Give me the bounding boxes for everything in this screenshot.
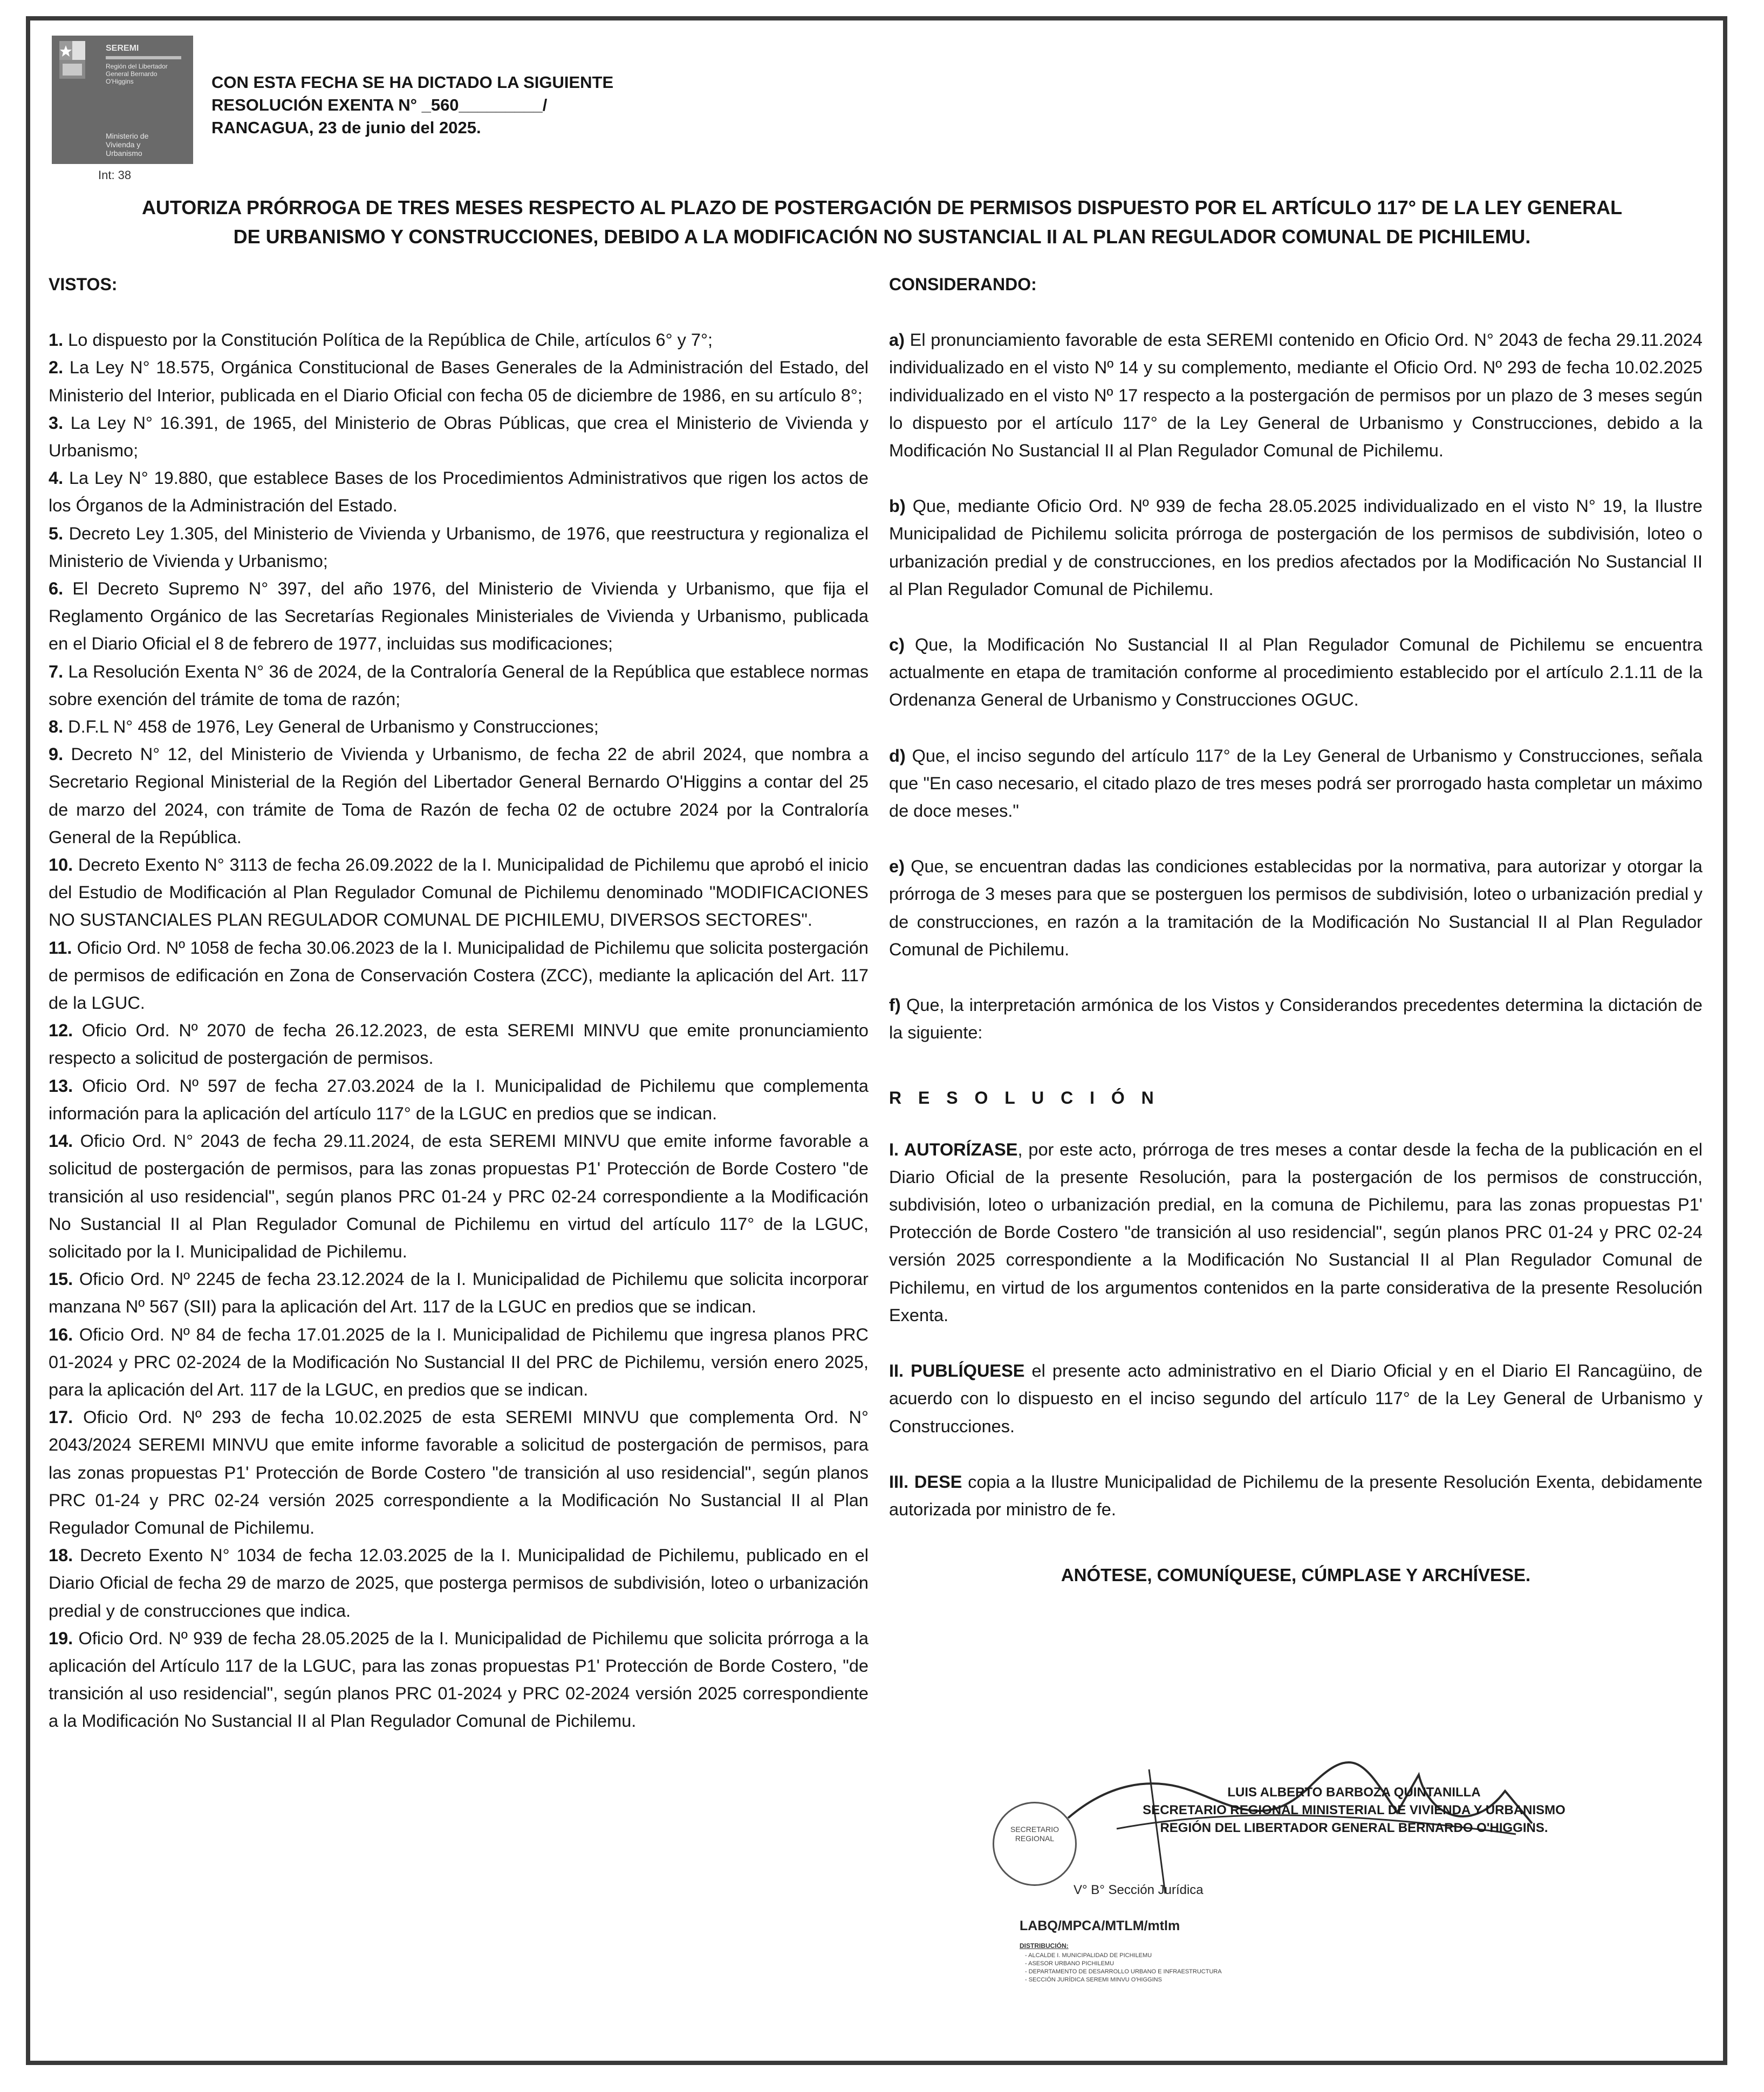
logo-ministry: Ministerio de Vivienda y Urbanismo [106,132,149,158]
visto-item [49,851,869,934]
header-line-2: RESOLUCIÓN EXENTA N° _560_________/ [211,95,548,114]
resolucion-list [889,1136,1703,1523]
visto-item [49,1072,869,1127]
visto-item [49,1266,869,1321]
header-line-3: RANCAGUA, 23 de junio del 2025. [211,118,481,137]
visto-item-number: 12. [49,1021,73,1041]
visto-item [49,1017,869,1072]
considerando-item-text: Que, se encuentran dadas las condiciones establecidas por la normativa, para autorizar y otorgar la prórroga de 3 meses para que se posterguen los permisos de subdivisión, loteo o urbanización predial y de construcciones, en razón a la tramitación de la Modificación No Sustancial II al Plan Regulador Comunal de Pichilemu. [889,857,1703,959]
visto-item-text: La Ley N° 16.391, de 1965, del Ministerio de Obras Públicas, que crea el Ministerio de Vivienda y Urbanismo; [49,413,869,461]
signatory-name: LUIS ALBERTO BARBOZA QUINTANILLA SECRETARIO REGIONAL MINISTERIAL DE VIVIENDA Y URBANISMO REGIÓN DEL LIBERTADOR GENERAL BERNARDO O'HIGGINS. [1143,1785,1565,1835]
visto-item-text: Oficio Ord. Nº 84 de fecha 17.01.2025 de la I. Municipalidad de Pichilemu que ingresa planos PRC 01-2024 y PRC 02-2024 de la Modificación No Sustancial II del PRC de Pichilemu, versión enero 2025, para la aplicación del Art. 117 de la LGUC, en predios que se indican. [49,1324,869,1399]
considerando-item-text: Que, la Modificación No Sustancial II al Plan Regulador Comunal de Pichilemu se encuentra actualmente en etapa de tramitación conforme al procedimiento establecido por el artículo 2.1.11 de la Ordenanza General de Urbanismo y Construcciones OGUC. [889,635,1703,710]
considerando-item-number: d) [889,746,906,765]
visto-item [49,575,869,658]
resolucion-item [889,1357,1703,1440]
visto-item-number: 15. [49,1269,73,1289]
distribution-list: - ALCALDE I. MUNICIPALIDAD DE PICHILEMU - ASESOR URBANO PICHILEMU - DEPARTAMENTO DE DESARROLLO URBANO E INFRAESTRUCTURA - SECCIÓN JURÍDICA SEREMI MINVU O'HIGGINS [1025,1952,1222,1983]
visto-item-text: La Ley N° 18.575, Orgánica Constitucional de Bases Generales de la Administración del Estado, del Ministerio del Interior, publicada en el Diario Oficial con fecha 05 de diciembre de 1986, en su artículo 8°; [49,358,869,405]
visto-item-text: D.F.L N° 458 de 1976, Ley General de Urbanismo y Construcciones; [63,717,599,737]
considerando-item [889,992,1703,1047]
visto-item-number: 2. [49,358,64,378]
resolucion-item-text: copia a la Ilustre Municipalidad de Pichilemu de la presente Resolución Exenta, debidamente autorizada por ministro de fe. [889,1472,1703,1519]
considerando-item [889,631,1703,714]
considerando-item-number: e) [889,857,905,877]
visto-item-text: Lo dispuesto por la Constitución Política de la República de Chile, artículos 6° y 7°; [63,330,713,350]
chile-coat-of-arms-icon [57,41,87,79]
considerando-item-text: Que, el inciso segundo del artículo 117° de la Ley General de Urbanismo y Construcciones, señala que "En caso necesario, el citado plazo de tres meses podrá ser prorrogado hasta completar un máximo de doce meses." [889,746,1703,821]
resolucion-item [889,1468,1703,1523]
vistos-column [49,271,869,1735]
considerando-item-text: El pronunciamiento favorable de esta SEREMI contenido en Oficio Ord. N° 2043 de fecha 29.11.2024 individualizado en el visto Nº 14 y su complemento, mediante el Oficio Ord. Nº 293 de fecha 10.02.2025 individualizado en el visto Nº 17 respecto a la postergación de permisos por un plazo de 3 meses según lo dispuesto por el artículo 117° de la Ley General de Urbanismo y Construcciones, debido a la Modificación No Sustancial II al Plan Regulador Comunal de Pichilemu. [889,330,1703,461]
visto-item-text: Decreto Exento N° 1034 de fecha 12.03.2025 de la I. Municipalidad de Pichilemu, publicado en el Diario Oficial de fecha 29 de marzo de 2025, que posterga permisos de subdivisión, loteo o urbanización predial y de construcciones que indica. [49,1546,869,1621]
internal-reference: Int: 38 [98,168,132,182]
visto-item-number: 8. [49,717,64,737]
visto-item-number: 10. [49,855,73,875]
visto-item-number: 17. [49,1407,73,1427]
visto-item [49,409,869,464]
visto-item-number: 1. [49,330,64,350]
visto-item [49,464,869,519]
visto-item-text: Decreto Ley 1.305, del Ministerio de Vivienda y Urbanismo, de 1976, que reestructura y regionaliza el Ministerio de Vivienda y Urbanismo; [49,523,869,571]
visto-item-number: 4. [49,468,64,488]
logo-org-sub: Región del Libertador General Bernardo O'Higgins [106,63,168,85]
considerando-item-text: Que, la interpretación armónica de los Vistos y Considerandos precedentes determina la dictación de la siguiente: [889,995,1703,1043]
visto-item-text: Decreto Exento N° 3113 de fecha 26.09.2022 de la I. Municipalidad de Pichilemu que aprobó el inicio del Estudio de Modificación al Plan Regulador Comunal de Pichilemu denominado "MODIFICACIONES NO SUSTANCIALES PLAN REGULADOR COMUNAL DE PICHILEMU, DIVERSOS SECTORES". [49,855,869,930]
closing-formula: ANÓTESE, COMUNÍQUESE, CÚMPLASE Y ARCHÍVESE. [1061,1565,1531,1585]
header-line-1: CON ESTA FECHA SE HA DICTADO LA SIGUIENTE [211,73,614,92]
visto-item [49,658,869,713]
resolucion-item [889,1136,1703,1329]
visto-item-number: 7. [49,661,64,681]
considerando-item-number: b) [889,496,906,516]
visto-item-text: La Resolución Exenta N° 36 de 2024, de la Contraloría General de la República que establece normas sobre exención del trámite de toma de razón; [49,661,869,709]
visto-item-text: Oficio Ord. Nº 2245 de fecha 23.12.2024 de la I. Municipalidad de Pichilemu que solicita incorporar manzana Nº 567 (SII) para la aplicación del Art. 117 de la LGUC en predios que se indican. [49,1269,869,1317]
visto-item-text: Oficio Ord. Nº 293 de fecha 10.02.2025 de esta SEREMI MINVU que complementa Ord. N° 2043/2024 SEREMI MINVU que emite informe favorable a solicitud de postergación de permisos, para las zonas propuestas P1' Protección de Borde Costero "de transición al uso residencial", según planos PRC 01-24 y PRC 02-24 versión 2025 correspondiente a la Modificación No Sustancial II al Plan Regulador Comunal de Pichilemu. [49,1407,869,1537]
seremi-logo [52,36,193,164]
title-line-2: DE URBANISMO Y CONSTRUCCIONES, DEBIDO A LA MODIFICACIÓN NO SUSTANCIAL II AL PLAN REGULADOR COMUNAL DE PICHILEMU. [233,225,1531,248]
visto-item-text: El Decreto Supremo N° 397, del año 1976, del Ministerio de Vivienda y Urbanismo, que fija el Reglamento Orgánico de las Secretarías Regionales Ministeriales de Vivienda y Urbanismo, publicada en el Diario Oficial el 8 de febrero de 1977, incluidas sus modificaciones; [49,579,869,654]
visto-item-text: Oficio Ord. Nº 597 de fecha 27.03.2024 de la I. Municipalidad de Pichilemu que complementa información para la aplicación del artículo 117° de la LGUC en predios que se indican. [49,1076,869,1123]
visto-item [49,713,869,741]
distribution-title: DISTRIBUCIÓN: [1020,1942,1069,1950]
legal-section-approval: V° B° Sección Jurídica [1074,1883,1204,1897]
resolution-header [211,71,613,139]
visto-item [49,326,869,354]
visto-item-number: 5. [49,523,64,543]
visto-item-number: 9. [49,744,64,764]
title-line-1: AUTORIZA PRÓRROGA DE TRES MESES RESPECTO AL PLAZO DE POSTERGACIÓN DE PERMISOS DISPUESTO POR EL ARTÍCULO 117° DE LA LEY GENERAL [141,196,1623,218]
visto-item-text: Oficio Ord. N° 2043 de fecha 29.11.2024, de esta SEREMI MINVU que emite informe favorable a solicitud de postergación de permisos, para las zonas propuestas P1' Protección de Borde Costero "de transición al uso residencial", según planos PRC 01-24 y PRC 02-24 correspondiente a la Modificación No Sustancial II al Plan Regulador Comunal de Pichilemu en virtud del artículo 117° de la LGUC, solicitado por la I. Municipalidad de Pichilemu. [49,1131,869,1261]
resolucion-item-number: I. AUTORÍZASE [889,1139,1018,1159]
visto-item [49,741,869,851]
stamp-text: SECRETARIO REGIONAL [1010,1825,1059,1843]
visto-item-number: 13. [49,1076,73,1096]
considerando-item [889,853,1703,963]
considerando-item-number: f) [889,995,901,1015]
vistos-heading: VISTOS: [49,275,118,294]
considerando-item-number: c) [889,635,905,655]
considerando-heading: CONSIDERANDO: [889,275,1037,294]
author-initials: LABQ/MPCA/MTLM/mtlm [1020,1918,1180,1933]
considerando-item [889,326,1703,464]
visto-item-number: 11. [49,938,72,958]
considerando-item [889,742,1703,825]
visto-item-text: Decreto N° 12, del Ministerio de Vivienda y Urbanismo, de fecha 22 de abril 2024, que nombra a Secretario Regional Ministerial de la Región del Libertador General Bernardo O'Higgins a contar del 25 de marzo del 2024, con trámite de Toma de Razón de fecha 02 de octubre 2024 por la Contraloría General de la República. [49,744,869,847]
logo-divider [106,56,181,59]
visto-item [49,1542,869,1625]
visto-item-text: Oficio Ord. Nº 939 de fecha 28.05.2025 de la I. Municipalidad de Pichilemu que solicita prórroga a la aplicación del Artículo 117 de la LGUC, para las zonas propuestas P1' Protección de Borde Costero, "de transición al uso residencial", según planos PRC 01-2024 y PRC 02-2024 versión 2025 correspondiente a la Modificación No Sustancial II al Plan Regulador Comunal de Pichilemu. [49,1628,869,1731]
resolucion-item-number: III. DESE [889,1472,962,1492]
considerando-item-text: Que, mediante Oficio Ord. Nº 939 de fecha 28.05.2025 individualizado en el visto N° 19, la Ilustre Municipalidad de Pichilemu solicita prórroga de postergación de los permisos de subdivisión, loteo o urbanización predial y de construcciones, en los predios afectados por la Modificación No Sustancial II al Plan Regulador Comunal de Pichilemu. [889,496,1703,599]
visto-item-text: Oficio Ord. Nº 1058 de fecha 30.06.2023 de la I. Municipalidad de Pichilemu que solicita postergación de permisos de edificación en Zona de Conservación Costera (ZCC), mediante la aplicación del Art. 117 de la LGUC. [49,938,869,1013]
visto-item-number: 18. [49,1546,73,1565]
visto-item [49,1321,869,1404]
visto-item [49,1127,869,1266]
logo-org: SEREMI [106,44,139,53]
visto-item-number: 6. [49,579,64,599]
visto-item [49,520,869,575]
visto-item-number: 19. [49,1628,73,1648]
visto-item [49,934,869,1017]
vistos-list [49,326,869,1735]
considerando-item [889,493,1703,603]
considerando-list [889,326,1703,1047]
resolucion-item-number: II. PUBLÍQUESE [889,1361,1025,1381]
visto-item [49,354,869,409]
visto-item-text: Oficio Ord. Nº 2070 de fecha 26.12.2023, de esta SEREMI MINVU que emite pronunciamiento respecto a solicitud de postergación de permisos. [49,1021,869,1068]
visto-item-number: 14. [49,1131,73,1151]
resolucion-item-text: , por este acto, prórroga de tres meses a contar desde la fecha de la publicación en el Diario Oficial de la presente Resolución, para la postergación de los permisos de construcción, subdivisión, loteo o urbanización predial, en la comuna de Pichilemu, para las zonas propuestas P1' Protección de Borde Costero "de transición al uso residencial", según planos PRC 01-24 y PRC 02-24 versión 2025 correspondiente a la Modificación No Sustancial II al Plan Regulador Comunal de Pichilemu, en virtud de los argumentos contenidos en la parte considerativa de la presente Resolución Exenta. [889,1139,1703,1325]
signature-block [987,1753,1688,2045]
visto-item-number: 16. [49,1324,73,1344]
visto-item [49,1404,869,1542]
resolucion-item-text: el presente acto administrativo en el Diario Oficial y en el Diario El Rancagüino, de acuerdo con lo dispuesto en el inciso segundo del artículo 117° de la Ley General de Urbanismo y Construcciones. [889,1361,1703,1436]
considerando-column [889,271,1703,1589]
resolucion-heading: R E S O L U C I Ó N [889,1088,1160,1108]
visto-item [49,1625,869,1735]
official-stamp [993,1802,1077,1886]
resolution-title [76,193,1688,251]
visto-item-number: 3. [49,413,64,433]
visto-item-text: La Ley N° 19.880, que establece Bases de los Procedimientos Administrativos que rigen los actos de los Órganos de la Administración del Estado. [49,468,869,516]
considerando-item-number: a) [889,330,905,350]
